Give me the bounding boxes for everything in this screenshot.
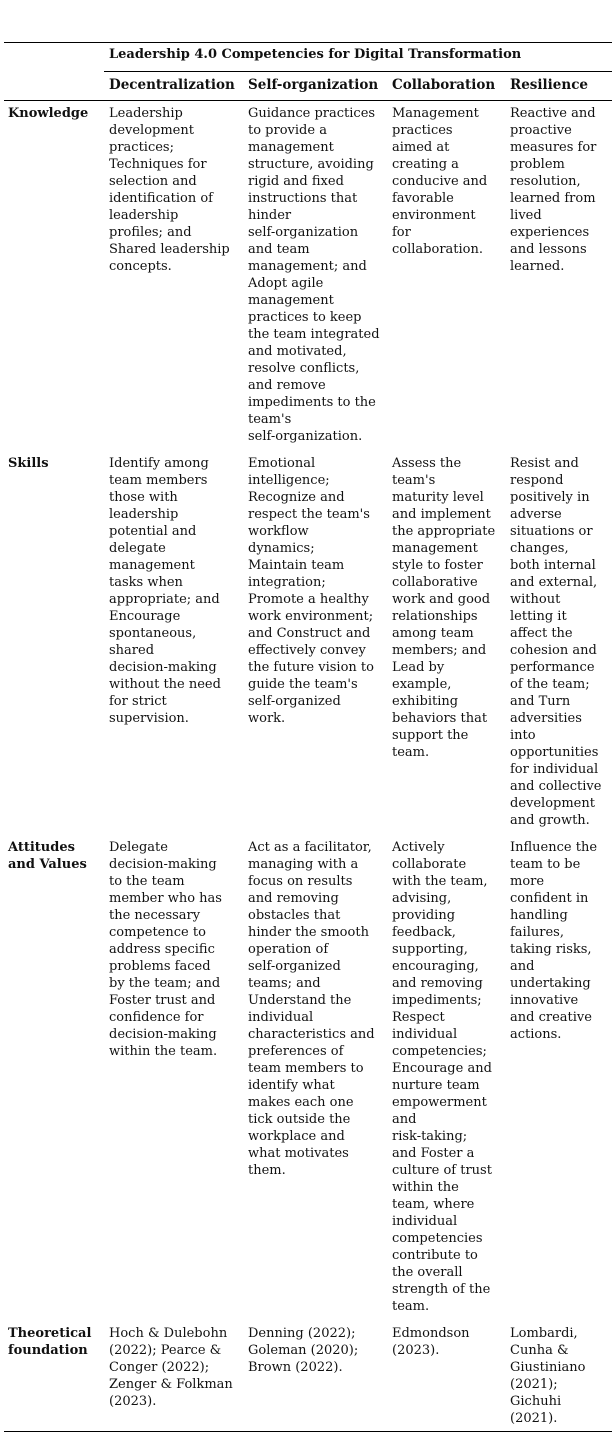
column-header-self-organization: Self-organization [248, 77, 379, 93]
table-cell: Reactive and proactive measures for problem resolution, learned from lived experiences and lessons learned. [510, 106, 597, 274]
table-cell: Influence the team to be more confident in handling failures, taking risks, and undertaking innovative and creative actions. [510, 840, 598, 1042]
table-cell: Lombardi, Cunha & Giustiniano (2021); Gichuhi (2021). [510, 1326, 586, 1426]
table-super-header: Leadership 4.0 Competencies for Digital Transformation [109, 47, 522, 62]
table-cell: Delegate decision-making to the team member who has the necessary competence to address specific problems faced by the team; and Foster trust and confidence for decision-making within the team. [109, 840, 222, 1059]
table-cell: Leadership development practices; Techniques for selection and identification of leadership profiles; and Shared leadership concepts. [109, 106, 230, 274]
column-header-resilience: Resilience [510, 77, 589, 93]
table-cell: Management practices aimed at creating a conducive and favorable environment for collaboration. [392, 106, 488, 257]
table-cell: Resist and respond positively in adverse situations or changes, both internal and external, without letting it affect the cohesion and performance of the team; and Turn adversities into opportunities for individual and collective development and growth. [510, 456, 602, 828]
table-cell: Act as a facilitator, managing with a focus on results and removing obstacles that hinder the smooth operation of self-organized teams; and Understand the individual characteristics and preferences of team members to identify what makes each one tick outside the workplace and what motivates them. [248, 840, 375, 1178]
table-top-rule [4, 42, 612, 43]
table-cell: Identify among team members those with leadership potential and delegate management tasks when appropriate; and Encourage spontaneous, shared decision-making without the need for strict supervision. [109, 456, 221, 726]
table-bottom-rule [4, 1431, 612, 1432]
row-header-attitudes-and-values: Attitudes and Values [8, 840, 87, 872]
header-bottom-rule [4, 100, 612, 101]
super-header-rule [104, 71, 612, 72]
table-cell: Edmondson (2023). [392, 1326, 470, 1358]
column-header-collaboration: Collaboration [392, 77, 496, 93]
row-header-skills: Skills [8, 456, 49, 471]
row-header-theoretical-foundation: Theoretical foundation [8, 1326, 92, 1358]
table-cell: Denning (2022); Goleman (2020); Brown (2022). [248, 1326, 359, 1375]
table-cell: Emotional intelligence; Recognize and respect the team's workflow dynamics; Maintain team integration; Promote a healthy work environment; and Construct and effectively convey the future vision to guide the team's self-organized work. [248, 456, 374, 726]
table-cell: Guidance practices to provide a management structure, avoiding rigid and fixed instructions that hinder self-organization and team management; and Adopt agile management practices to keep the team integrated and motivated, resolve conflicts, and remove impediments to the team's self-organization. [248, 106, 380, 444]
table-cell: Actively collaborate with the team, advising, providing feedback, supporting, encouraging, and removing impediments; Respect individual competencies; Encourage and nurture team empowerment and risk-taking; and Foster a culture of trust within the team, where individual competencies contribute to the overall strength of the team. [392, 840, 492, 1314]
table-cell: Hoch & Dulebohn (2022); Pearce & Conger (2022); Zenger & Folkman (2023). [109, 1326, 233, 1409]
table-cell: Assess the team's maturity level and implement the appropriate management style to foster collaborative work and good relationships among team members; and Lead by example, exhibiting behaviors that support the team. [392, 456, 496, 760]
column-header-decentralization: Decentralization [109, 77, 235, 93]
row-header-knowledge: Knowledge [8, 106, 89, 121]
